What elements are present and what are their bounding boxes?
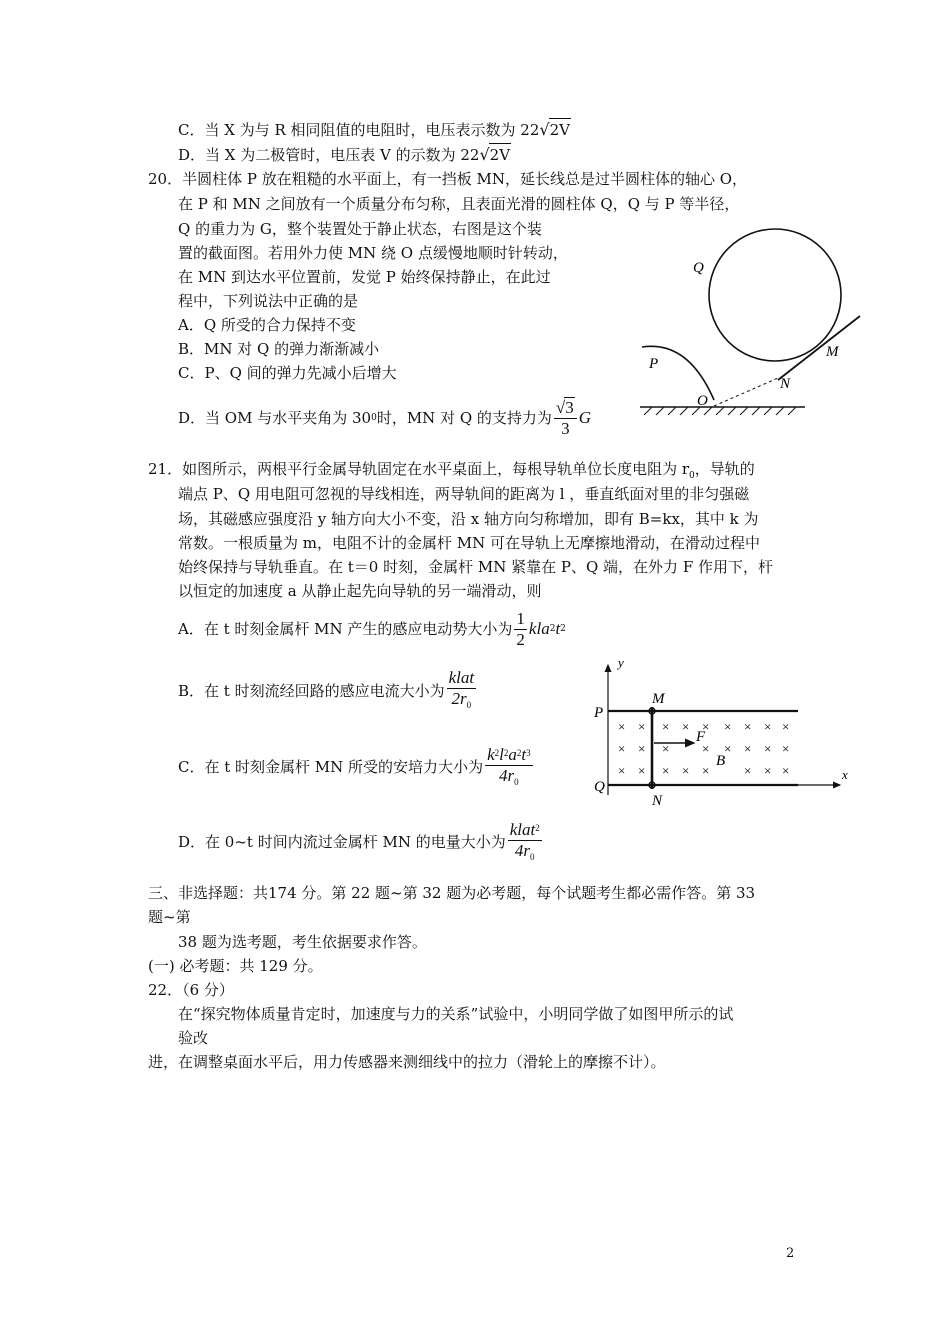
svg-text:×: × [764, 763, 772, 778]
svg-text:×: × [618, 741, 626, 756]
svg-text:×: × [702, 741, 710, 756]
q21-stem-line3: 场，其磁感应强度沿 y 轴方向大小不变，沿 x 轴方向匀称增加，即有 B=kx，其中 k 为 [178, 510, 759, 528]
svg-text:×: × [662, 719, 670, 734]
svg-text:×: × [618, 763, 626, 778]
q20-d-fraction: $\frac{√3}{3}$ [554, 397, 577, 439]
q21-stem-line1: 21．如图所示，两根平行金属导轨固定在水平桌面上，每根导轨单位长度电阻为 $r_0$，导轨的 [148, 460, 755, 481]
q21-figure [590, 655, 860, 810]
extension-line [714, 378, 778, 406]
q22-line2: 验改 [178, 1029, 209, 1047]
label-p: P [649, 356, 659, 372]
q20-option-b: B．MN 对 Q 的弹力渐渐减小 [178, 340, 380, 358]
cylinder-q [709, 229, 841, 361]
q21-option-d: D．在 0~t 时间内流过金属杆 MN 的电量大小为 $\frac{klat^2}{4r_0}$ [178, 819, 540, 862]
ground-hatch [644, 407, 796, 415]
q21-option-c: C．在 t 时刻金属杆 MN 所受的安培力大小为 $\frac{k^2l^2a^2t^3}{4r_0}$ [178, 744, 531, 787]
svg-text:×: × [724, 741, 732, 756]
label-b: B [716, 753, 726, 769]
svg-text:×: × [618, 719, 626, 734]
q21-stem-line4: 常数。一根质量为 m，电阻不计的金属杆 MN 可在导轨上无摩擦地滑动，在滑动过程中 [178, 534, 761, 552]
page-number: 2 [786, 1246, 795, 1261]
svg-text:×: × [682, 763, 690, 778]
svg-text:×: × [764, 741, 772, 756]
svg-text:×: × [638, 719, 646, 734]
q20-option-c: C．P、Q 间的弹力先减小后增大 [178, 364, 397, 382]
label-m: M [826, 344, 839, 360]
q21-stem-line2: 端点 P、Q 用电阻可忽视的导线相连，两导轨间的距离为 l ，垂直纸面对里的非匀强磁 [178, 485, 750, 503]
label-n: N [780, 376, 791, 392]
svg-text:×: × [764, 719, 772, 734]
section3-line2: 题~第 [148, 908, 191, 926]
section3-line3: 38 题为选考题，考生依据要求作答。 [178, 933, 427, 951]
q21-option-a: A．在 t 时刻金属杆 MN 产生的感应电动势大小为 $\frac{1}{2}$ kla 2 t 2 [178, 608, 566, 649]
label-p: P [594, 705, 604, 721]
svg-text:×: × [662, 763, 670, 778]
section3-line1: 三、非选择题：共174 分。第 22 题~第 32 题为必考题，每个试题考生都必需作答。第 33 [148, 884, 756, 902]
q20-figure [630, 220, 839, 430]
svg-text:×: × [782, 719, 790, 734]
q21-stem-line6: 以恒定的加速度 a 从静止起先向导轨的另一端滑动，则 [178, 582, 542, 600]
svg-text:×: × [682, 719, 690, 734]
q22-header: 22．（6 分） [148, 981, 234, 999]
svg-text:×: × [702, 763, 710, 778]
q20-stem-line3: Q 的重力为 G，整个装置处于静止状态，右图是这个装 [178, 220, 542, 238]
label-n: N [652, 793, 663, 809]
q22-line1: 在“探究物体质量肯定时，加速度与力的关系”试验中，小明同学做了如图甲所示的试 [178, 1005, 734, 1023]
q21-option-b: B．在 t 时刻流经回路的感应电流大小为 $\frac{\text{klat}}{2r_0}$ [178, 667, 475, 710]
section3-line4: (一) 必考题：共 129 分。 [148, 957, 323, 975]
svg-text:×: × [724, 719, 732, 734]
q20-stem-line6: 程中，下列说法中正确的是 [178, 292, 359, 310]
svg-text:×: × [744, 763, 752, 778]
q20-stem-line2: 在 P 和 MN 之间放有一个质量分布匀称，且表面光滑的圆柱体 Q，Q 与 P 等半径， [178, 195, 740, 213]
board-mn [778, 316, 860, 380]
svg-text:×: × [638, 741, 646, 756]
label-q: Q [693, 260, 704, 276]
q19-option-c: C．当 X 为与 R 相同阻值的电阻时，电压表示数为 22√2V [178, 120, 570, 139]
half-cylinder-p [642, 346, 714, 400]
svg-text:×: × [638, 763, 646, 778]
q19-option-d: D．当 X 为二极管时，电压表 V 的示数为 22√2V [178, 145, 511, 164]
svg-text:×: × [662, 741, 670, 756]
svg-text:×: × [744, 719, 752, 734]
label-q: Q [594, 779, 605, 795]
field-crosses [618, 719, 789, 778]
q22-line3: 进，在调整桌面水平后，用力传感器来测细线中的拉力（滑轮上的摩擦不计）。 [148, 1053, 666, 1071]
q20-stem-line5: 在 MN 到达水平位置前，发觉 P 始终保持静止，在此过 [178, 268, 551, 286]
q21-stem-line5: 始终保持与导轨垂直。在 t＝0 时刻，金属杆 MN 紧靠在 P、Q 端，在外力 F 作用下，杆 [178, 558, 774, 576]
svg-text:×: × [782, 741, 790, 756]
q20-stem-line4: 置的截面图。若用外力使 MN 绕 O 点缓慢地顺时针转动， [178, 244, 568, 262]
svg-text:×: × [782, 763, 790, 778]
label-f: F [696, 729, 706, 745]
q20-option-d: D．当 OM 与水平夹角为 30 0 时，MN 对 Q 的支持力为 $\frac{√3}{3}$ G [178, 398, 592, 438]
svg-text:×: × [744, 741, 752, 756]
label-m: M [652, 691, 665, 707]
q20-option-a: A．Q 所受的合力保持不变 [178, 316, 356, 334]
label-y: y [618, 655, 624, 670]
label-o: O [697, 393, 708, 409]
svg-text:×: × [702, 719, 710, 734]
label-x: x [842, 767, 848, 782]
q20-stem-line1: 20．半圆柱体 P 放在粗糙的水平面上，有一挡板 MN，延长线总是过半圆柱体的轴心 O， [148, 170, 748, 188]
